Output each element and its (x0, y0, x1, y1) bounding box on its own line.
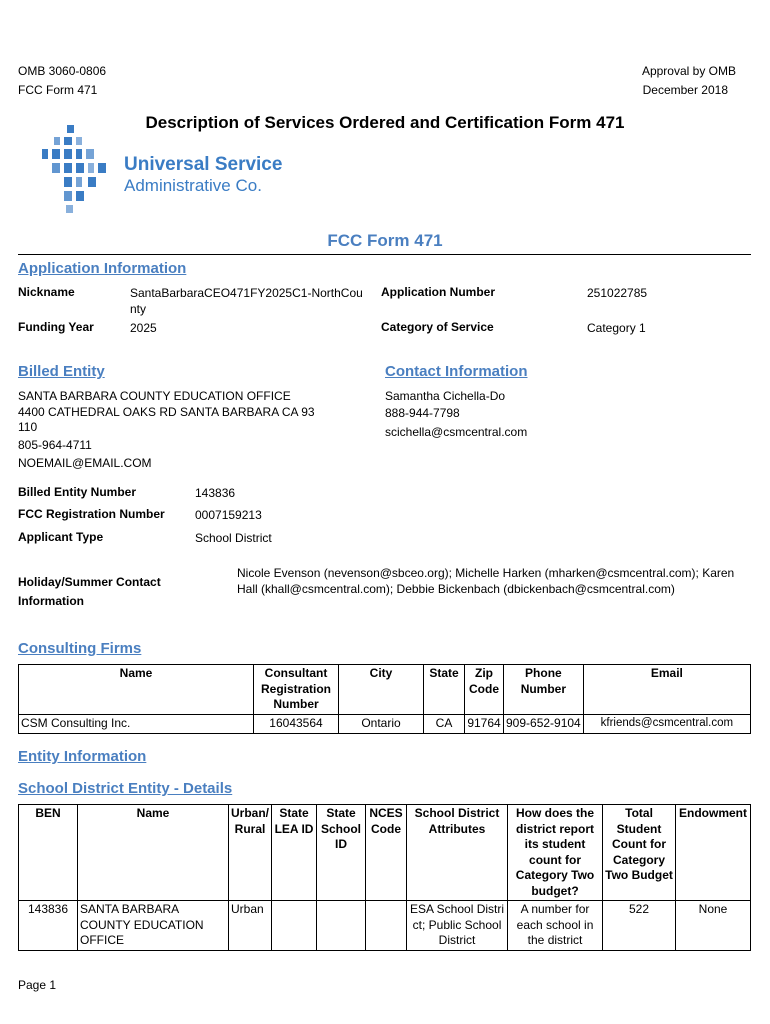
cell-zip: 91764 (465, 715, 504, 734)
contact-phone: 888-944-7798 (385, 406, 460, 420)
category-label: Category of Service (381, 320, 494, 334)
cell-attributes: ESA School District; Public School District (407, 901, 508, 951)
col-phone: Phone Number (504, 665, 584, 715)
ben-value: 143836 (195, 486, 236, 500)
cell-state: CA (424, 715, 465, 734)
nickname-label: Nickname (18, 285, 75, 299)
cell-name: CSM Consulting Inc. (19, 715, 254, 734)
logo-line1: Universal Service (124, 154, 283, 175)
col-registration: Consultant Registration Number (254, 665, 339, 715)
ben-label: Billed Entity Number (18, 485, 137, 499)
nickname-value: SantaBarbaraCEO471FY2025C1-NorthCounty (130, 286, 363, 316)
table-row (19, 715, 751, 734)
col-entity-name: Name (78, 805, 229, 901)
cell-student-count: 522 (603, 901, 676, 951)
frn-label: FCC Registration Number (18, 507, 165, 521)
col-name: Name (19, 665, 254, 715)
col-student-count: Total Student Count for Category Two Budget (603, 805, 676, 901)
category-value: Category 1 (587, 321, 646, 335)
billed-entity-section-title: Billed Entity (18, 363, 105, 380)
cell-endowment: None (676, 901, 751, 951)
cell-city: Ontario (339, 715, 424, 734)
col-city: City (339, 665, 424, 715)
application-section-title: Application Information (18, 260, 187, 277)
funding-year-value: 2025 (130, 321, 157, 335)
applicant-type-value: School District (195, 531, 272, 545)
page-number: Page 1 (18, 978, 57, 992)
cell-ben: 143836 (19, 901, 78, 951)
approval-label: Approval by OMB (641, 64, 736, 78)
application-number-value: 251022785 (587, 286, 648, 300)
approval-date: December 2018 (642, 83, 728, 97)
contact-email: scichella@csmcentral.com (385, 425, 528, 439)
entity-section-title: Entity Information (18, 748, 147, 765)
col-email: Email (583, 665, 750, 715)
cell-report-method: A number for each school in the district (508, 901, 603, 951)
consulting-table (18, 664, 751, 734)
cell-entity-name: SANTA BARBARA COUNTY EDUCATION OFFICE (78, 901, 229, 951)
col-nces-code: NCES Code (366, 805, 407, 901)
holiday-contact-value: Nicole Evenson (nevenson@sbceo.org); Michelle Harken (mharken@csmcentral.com); Karen Hall (khall@csmcentral.com); Debbie Bickenbach (dbickenbach@csmcentral.com) (237, 566, 735, 596)
cell-registration: 16043564 (254, 715, 339, 734)
applicant-type-label: Applicant Type (18, 530, 104, 544)
entity-table (18, 804, 751, 951)
col-endowment: Endowment (676, 805, 751, 901)
cell-email: kfriends@csmcentral.com (583, 715, 750, 734)
contact-section-title: Contact Information (385, 363, 528, 380)
billed-entity-name: SANTA BARBARA COUNTY EDUCATION OFFICE (18, 389, 291, 403)
logo-line2: Administrative Co. (124, 176, 262, 195)
col-state-lea-id: State LEA ID (272, 805, 317, 901)
col-state-school-id: State School ID (317, 805, 366, 901)
billed-entity-address: 4400 CATHEDRAL OAKS RD SANTA BARBARA CA 93110 (18, 405, 315, 434)
application-number-label: Application Number (381, 285, 496, 299)
col-urban-rural: Urban/ Rural (229, 805, 272, 901)
divider (18, 254, 751, 255)
billed-entity-phone: 805-964-4711 (18, 438, 92, 452)
col-state: State (424, 665, 465, 715)
school-district-subtitle: School District Entity - Details (18, 780, 233, 797)
table-row (19, 901, 751, 951)
cell-phone: 909-652-9104 (504, 715, 584, 734)
contact-name: Samantha Cichella-Do (385, 389, 506, 403)
page-title: Description of Services Ordered and Certification Form 471 (145, 113, 625, 132)
cell-nces-code (366, 901, 407, 951)
col-ben: BEN (19, 805, 78, 901)
cell-urban-rural: Urban (229, 901, 272, 951)
usac-logo-icon (40, 125, 120, 215)
col-attributes: School District Attributes (407, 805, 508, 901)
omb-number: OMB 3060-0806 (18, 64, 107, 78)
col-zip: Zip Code (465, 665, 504, 715)
form-heading: FCC Form 471 (327, 231, 443, 250)
frn-value: 0007159213 (195, 508, 262, 522)
cell-state-lea-id (272, 901, 317, 951)
billed-entity-email: NOEMAIL@EMAIL.COM (18, 456, 152, 470)
col-report-method: How does the district report its student count for Category Two budget? (508, 805, 603, 901)
consulting-section-title: Consulting Firms (18, 640, 142, 657)
holiday-contact-label: Holiday/Summer Contact Information (18, 575, 161, 608)
form-id: FCC Form 471 (18, 83, 98, 97)
funding-year-label: Funding Year (18, 320, 94, 334)
cell-state-school-id (317, 901, 366, 951)
